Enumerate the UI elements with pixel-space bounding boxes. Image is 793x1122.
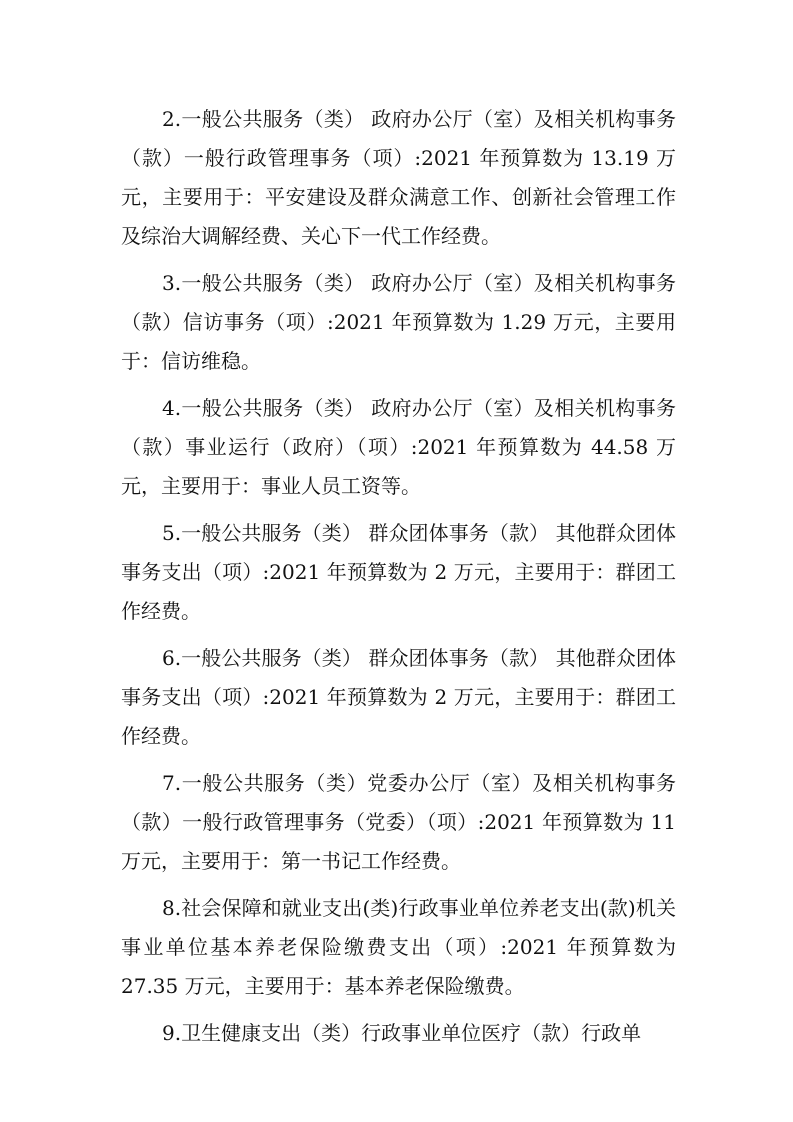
- budget-paragraph-4: 4.一般公共服务（类） 政府办公厅（室）及相关机构事务（款）事业运行（政府）（项）:2021 年预算数为 44.58 万元，主要用于：事业人员工资等。: [121, 396, 676, 498]
- budget-paragraph-9-fragment: 9.卫生健康支出（类）行政事业单位医疗（款）行政单: [162, 1021, 642, 1045]
- budget-paragraph-8: 8.社会保障和就业支出(类)行政事业单位养老支出(款)机关事业单位基本养老保险缴费支出（项）:2021 年预算数为 27.35 万元，主要用于：基本养老保险缴费。: [121, 896, 676, 998]
- budget-paragraph-7: 7.一般公共服务（类）党委办公厅（室）及相关机构事务（款）一般行政管理事务（党委）（项）:2021 年预算数为 11 万元，主要用于：第一书记工作经费。: [121, 771, 676, 873]
- budget-paragraph-2: 2.一般公共服务（类） 政府办公厅（室）及相关机构事务（款）一般行政管理事务（项）:2021 年预算数为 13.19 万元，主要用于：平安建设及群众满意工作、创新社会管理工作及综治大调解经费、关心下一代工作经费。: [121, 107, 676, 248]
- budget-paragraph-3: 3.一般公共服务（类） 政府办公厅（室）及相关机构事务（款）信访事务（项）:2021 年预算数为 1.29 万元，主要用于：信访维稳。: [121, 271, 676, 373]
- budget-paragraph-6: 6.一般公共服务（类） 群众团体事务（款） 其他群众团体事务支出（项）:2021 年预算数为 2 万元，主要用于：群团工作经费。: [121, 646, 676, 748]
- document-body: [121, 100, 676, 1061]
- budget-paragraph-5: 5.一般公共服务（类） 群众团体事务（款） 其他群众团体事务支出（项）:2021 年预算数为 2 万元，主要用于：群团工作经费。: [121, 521, 676, 623]
